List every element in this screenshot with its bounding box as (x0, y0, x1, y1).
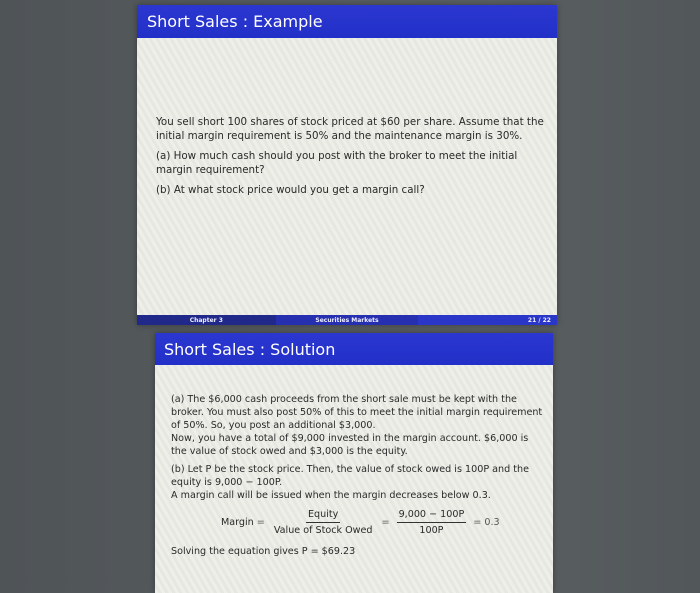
slide-footer (137, 315, 557, 325)
answer-b-line1: (b) Let P be the stock price. Then, the value of stock owed is 100P and the equity is 9,000 − 100P. (171, 464, 530, 488)
footer-page-number: 21 / 22 (418, 315, 557, 325)
footer-topic: Securities Markets (276, 315, 419, 325)
equals-sign: = (381, 517, 390, 528)
slide-body (171, 393, 546, 563)
slide-title (137, 5, 557, 38)
question-a: (a) How much cash should you post with the broker to meet the initial margin requirement? (156, 150, 518, 176)
problem-statement: You sell short 100 shares of stock priced at $60 per share. Assume that the initial margin requirement is 50% and the maintenance margin is 30%. (156, 116, 544, 142)
footer-chapter: Chapter 3 (137, 315, 276, 325)
slide-body (156, 115, 551, 203)
answer-a-line1: (a) The $6,000 cash proceeds from the short sale must be kept with the broker. You must also post 50% of this to meet the initial margin requirement of 50%. So, you post an additional $3,000. (171, 394, 543, 431)
fraction-definition (272, 508, 375, 537)
equation-lhs: Margin (221, 517, 254, 528)
slide-example (137, 5, 557, 325)
fraction-denominator: Value of Stock Owed (273, 525, 373, 536)
equals-sign: = (256, 517, 265, 528)
fraction-numerator: 9,000 − 100P (397, 508, 467, 523)
answer-b (171, 463, 546, 502)
answer-b-line2: A margin call will be issued when the margin decreases below 0.3. (171, 490, 491, 501)
fraction-numerator: Equity (306, 508, 340, 523)
conclusion: Solving the equation gives P = $69.23 (171, 546, 356, 557)
fraction-denominator: 100P (419, 525, 444, 536)
margin-equation (221, 508, 546, 537)
answer-a-line2: Now, you have a total of $9,000 invested in the margin account. $6,000 is the value of stock owed and $3,000 is the equity. (171, 433, 529, 457)
slide-title-text: Short Sales : Solution (164, 339, 336, 359)
fraction-values (397, 508, 467, 537)
question-b: (b) At what stock price would you get a margin call? (156, 184, 425, 196)
equation-rhs: = 0.3 (473, 517, 500, 528)
slide-solution (155, 333, 553, 593)
slide-title (155, 333, 553, 365)
answer-a (171, 393, 546, 458)
slide-title-text: Short Sales : Example (147, 12, 323, 31)
